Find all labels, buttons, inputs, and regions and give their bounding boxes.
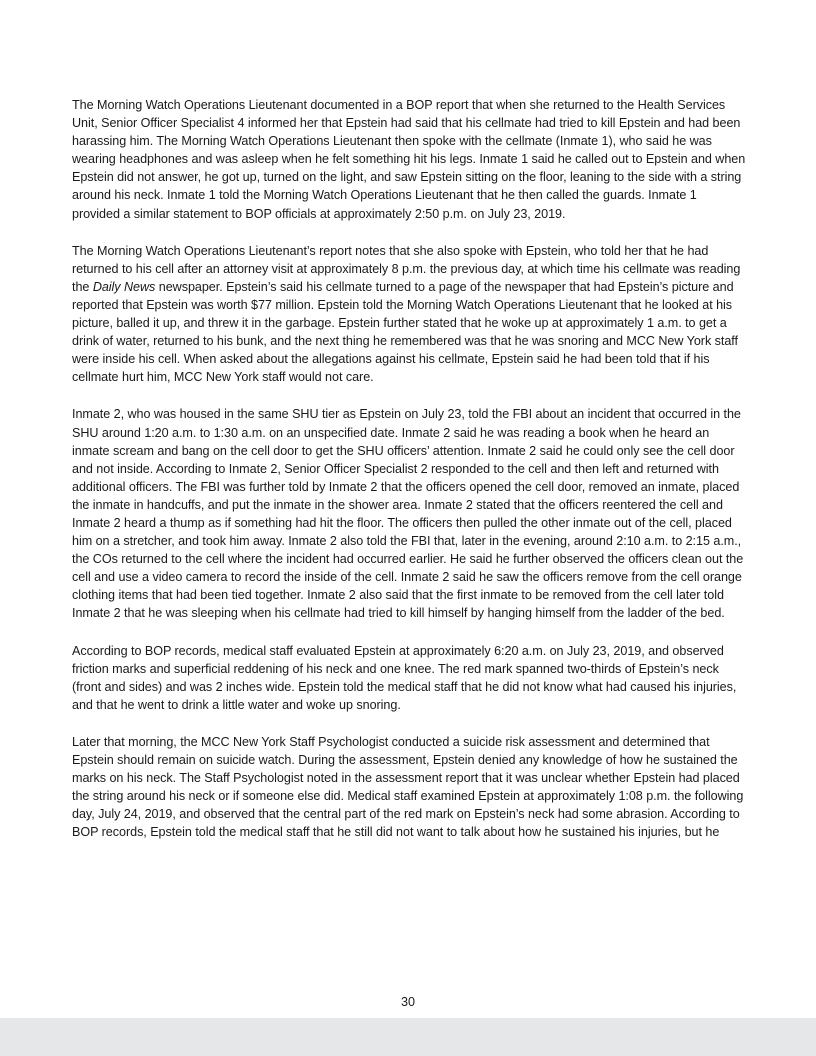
paragraph-text: The Morning Watch Operations Lieutenant documented in a BOP report that when she returned to the Health Services Unit, Senior Officer Specialist 4 informed her that Epstein had said that his cellmate had tried to kill Epstein and had been harassing him. The Morning Watch Operations Lieutenant then spoke with the cellmate (Inmate 1), who said he was wearing headphones and was asleep when he felt something hit his legs. Inmate 1 said he called out to Epstein and when Epstein did not answer, he got up, turned on the light, and saw Epstein sitting on the floor, leaning to the side with a string around his neck. Inmate 1 told the Morning Watch Operations Lieutenant that he then called the guards. Inmate 1 provided a similar statement to BOP officials at approximately 2:50 p.m. on July 23, 2019. (72, 98, 746, 221)
document-body (72, 96, 747, 860)
paragraph-text: The Morning Watch Operations Lieutenant’s report notes that she also spoke with Epstein, who told her that he had returned to his cell after an attorney visit at approximately 8 p.m. the previous day, at which time his cellmate was reading the (72, 243, 741, 294)
paragraph-text: Later that morning, the MCC New York Staff Psychologist conducted a suicide risk assessment and determined that Epstein should remain on suicide watch. During the assessment, Epstein denied any knowledge of how he sustained the marks on his neck. The Staff Psychologist noted in the assessment report that it was unclear whether Epstein had placed the string around his neck or if someone else did. Medical staff examined Epstein at approximately 1:08 p.m. the following day, July 24, 2019, and observed that the central part of the red mark on Epstein’s neck had some abrasion. According to BOP records, Epstein told the medical staff that he still did not want to talk about how he sustained his injuries, but he (72, 734, 744, 840)
page-number: 30 (400, 995, 415, 1009)
paragraph (72, 242, 747, 387)
paragraph (72, 405, 747, 622)
paragraph (72, 642, 747, 714)
paragraph-text: Inmate 2, who was housed in the same SHU tier as Epstein on July 23, told the FBI about an incident that occurred in the SHU around 1:20 a.m. to 1:30 a.m. on an unspecified date. Inmate 2 said he was reading a book when he heard an inmate scream and bang on the cell door to get the SHU officers’ attention. Inmate 2 said he could only see the cell door and not inside. According to Inmate 2, Senior Officer Specialist 2 responded to the cell and then left and returned with additional officers. The FBI was further told by Inmate 2 that the officers opened the cell door, removed an inmate, placed the inmate in handcuffs, and put the inmate in the shower area. Inmate 2 stated that the officers reentered the cell and Inmate 2 heard a thump as if something had hit the floor. The officers then pulled the other inmate out of the cell, placed him on a stretcher, and took him away. Inmate 2 also told the FBI that, later in the evening, around 2:10 a.m. to 2:15 a.m., the COs returned to the cell where the incident had occurred earlier. He said he further observed the officers clean out the cell and use a video camera to record the inside of the cell. Inmate 2 said he saw the officers remove from the cell orange clothing items that had been tied together. Inmate 2 also said that the first inmate to be removed from the cell later told Inmate 2 that he was sleeping when his cellmate had tried to kill himself by hanging himself from the ladder of the bed. (72, 407, 744, 621)
paragraph (72, 96, 747, 223)
paragraph-text: According to BOP records, medical staff evaluated Epstein at approximately 6:20 a.m. on July 23, 2019, and observed friction marks and superficial reddening of his neck and one knee. The red mark spanned two-thirds of Epstein’s neck (front and sides) and was 2 inches wide. Epstein told the medical staff that he did not know what had caused his injuries, and that he went to drink a little water and woke up snoring. (72, 643, 737, 712)
newspaper-title: Daily News (92, 279, 156, 294)
paragraph-text: newspaper. Epstein’s said his cellmate turned to a page of the newspaper that had Epstein’s picture and reported that Epstein was worth $77 million. Epstein told the Morning Watch Operations Lieutenant that he looked at his picture, balled it up, and threw it in the garbage. Epstein further stated that he woke up at approximately 1 a.m. to get a drink of water, returned to his bunk, and the next thing he remembered was that he was snoring and MCC New York staff were inside his cell. When asked about the allegations against his cellmate, Epstein said he had been told that if his cellmate hurt him, MCC New York staff would not care. (72, 279, 738, 385)
paragraph (72, 733, 747, 842)
